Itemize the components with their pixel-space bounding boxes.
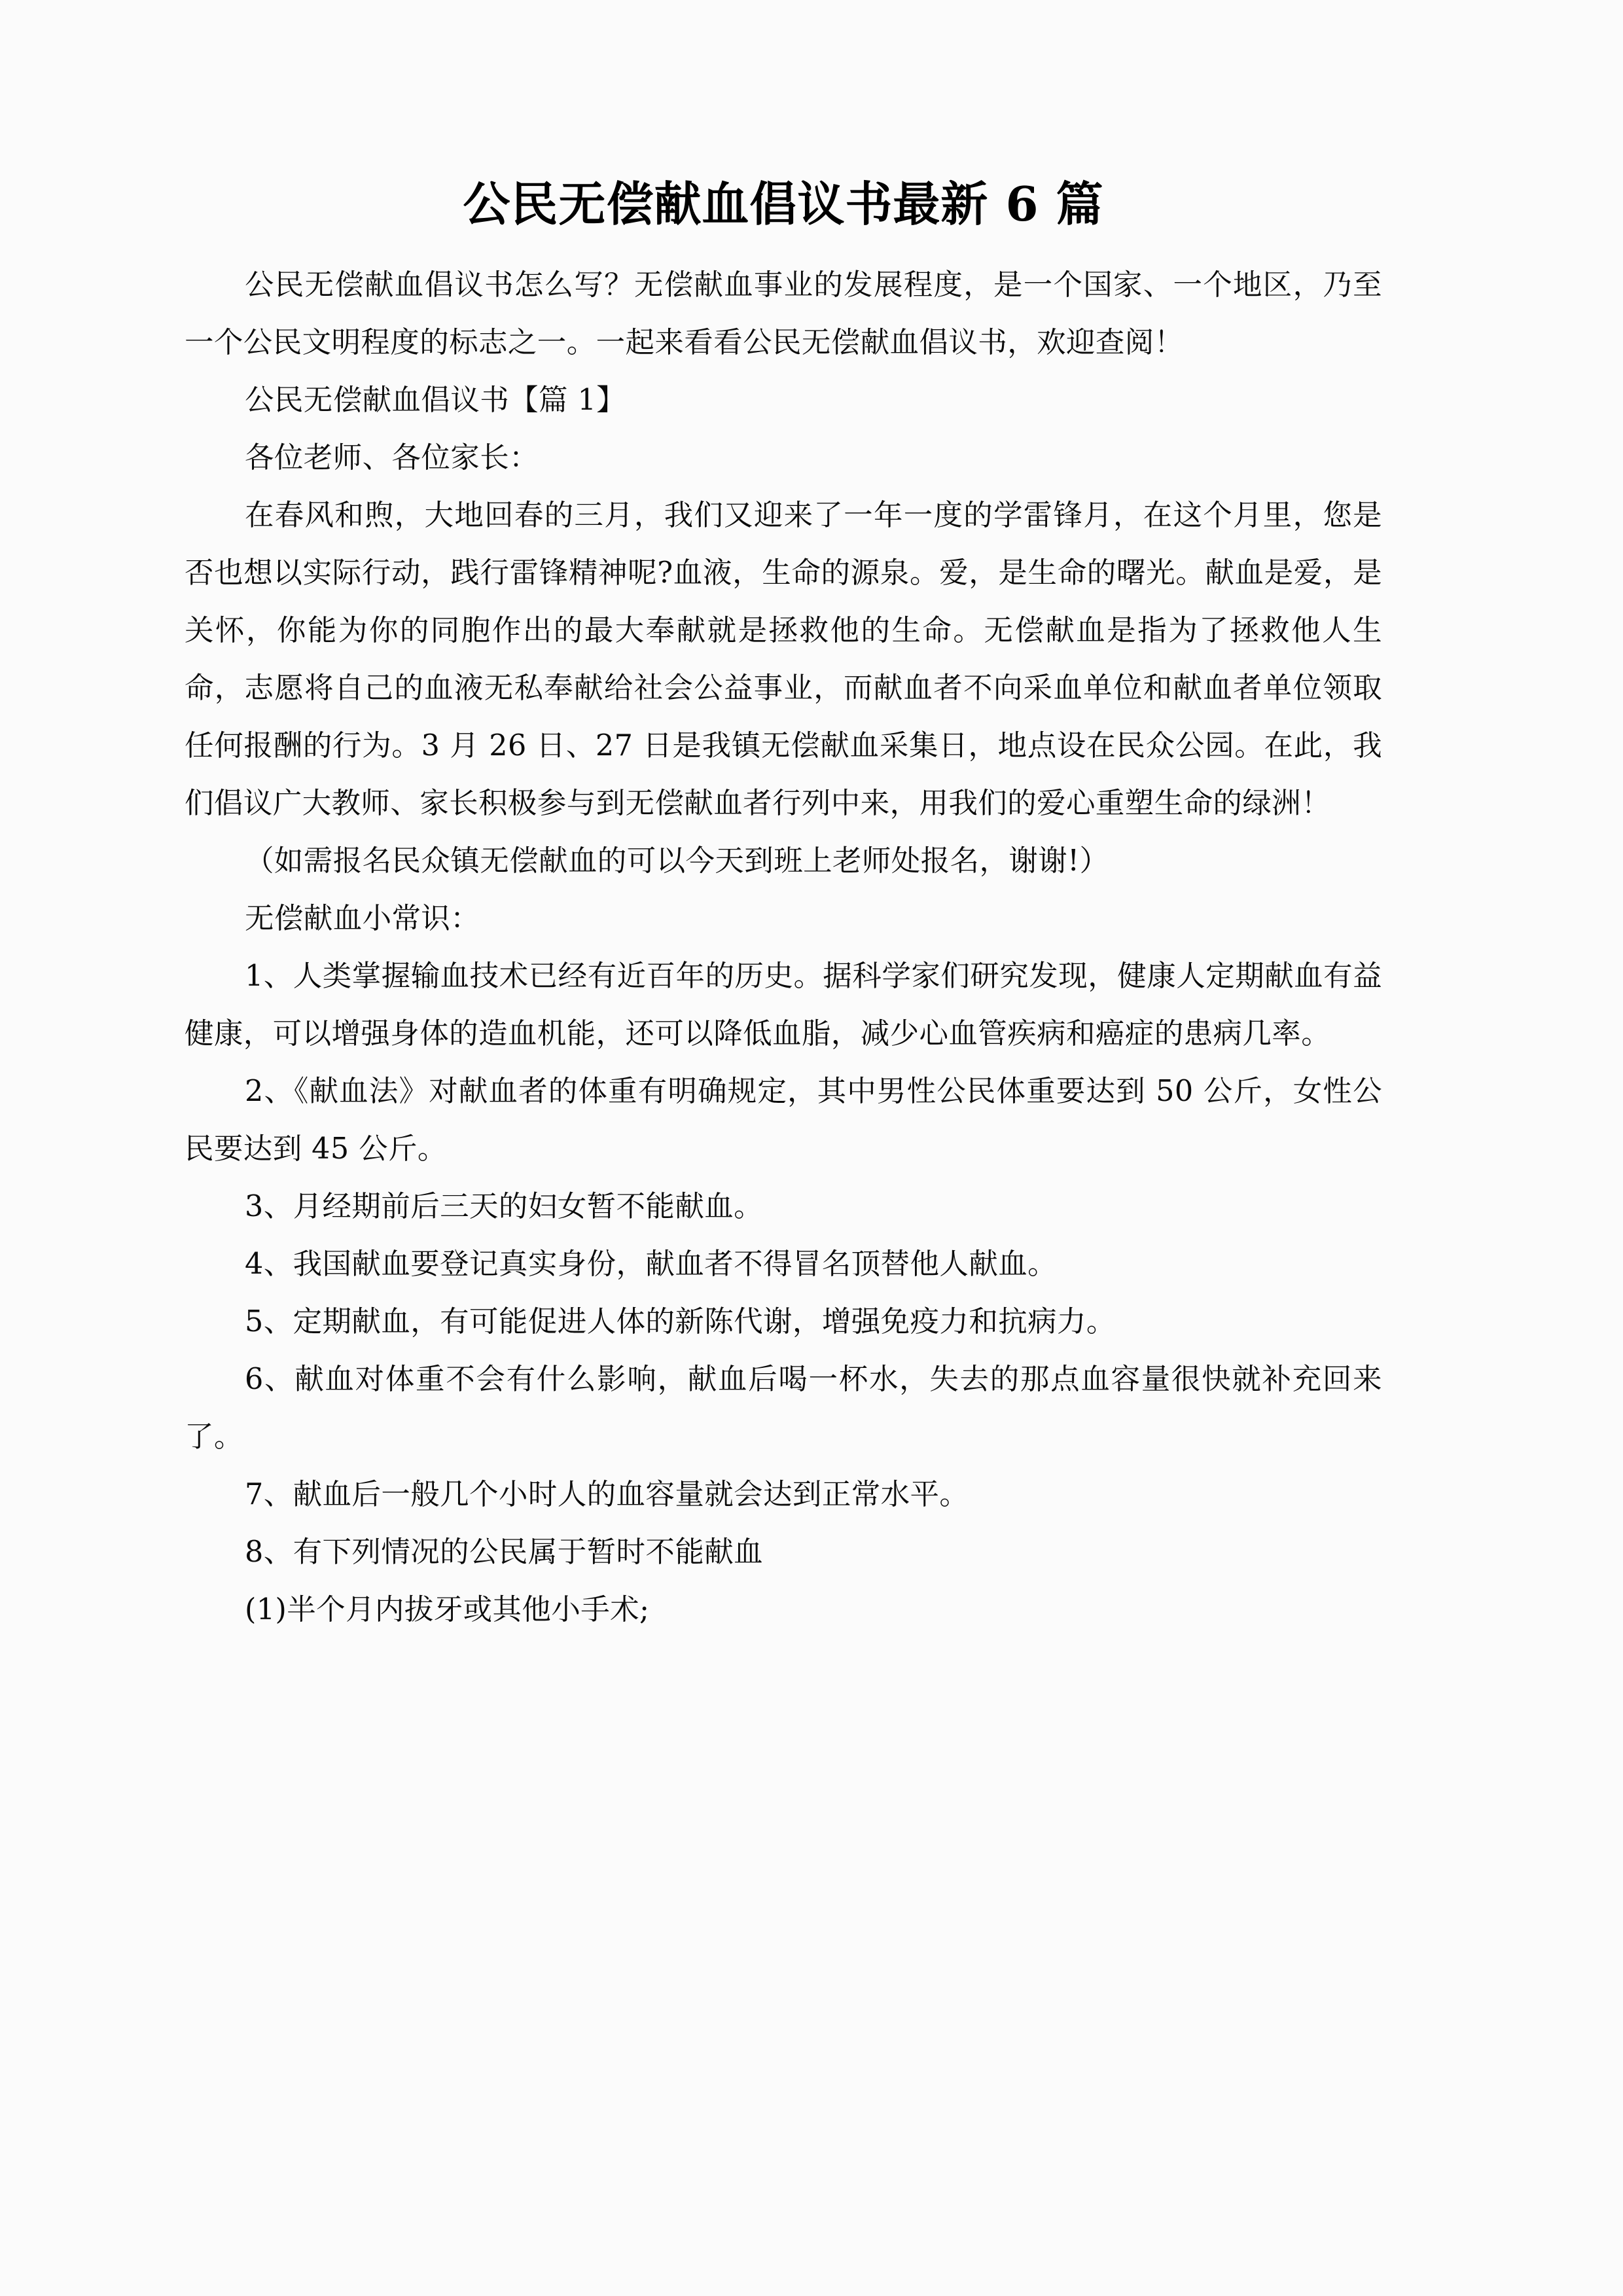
tip-item: 4、我国献血要登记真实身份，献血者不得冒名顶替他人献血。 <box>245 1247 1058 1281</box>
tip-item: 1、人类掌握输血技术已经有近百年的历史。据科学家们研究发现，健康人定期献血有益健康，可以增强身体的造血机能，还可以降低血脂，减少心血管疾病和癌症的患病几率。 <box>185 959 1382 1050</box>
tip-item: 2、《献血法》对献血者的体重有明确规定，其中男性公民体重要达到 50 公斤，女性公民要达到 45 公斤。 <box>185 1074 1382 1166</box>
tips-heading: 无偿献血小常识： <box>245 901 480 935</box>
tip-item: 7、献血后一般几个小时人的血容量就会达到正常水平。 <box>245 1477 969 1511</box>
page-title: 公民无偿献血倡议书最新 6 篇 <box>463 176 1104 232</box>
tip-item: 3、月经期前后三天的妇女暂不能献血。 <box>245 1189 764 1223</box>
salutation: 各位老师、各位家长： <box>245 440 539 475</box>
document-content <box>185 0 1382 1639</box>
tip-item: 8、有下列情况的公民属于暂时不能献血 <box>245 1535 764 1569</box>
registration-note: （如需报名民众镇无偿献血的可以今天到班上老师处报名，谢谢!） <box>245 844 1109 878</box>
sub-item: (1)半个月内拔牙或其他小手术; <box>245 1592 650 1626</box>
section-heading: 公民无偿献血倡议书【篇 1】 <box>245 383 626 417</box>
intro-paragraph: 公民无偿献血倡议书怎么写？无偿献血事业的发展程度，是一个国家、一个地区，乃至一个公民文明程度的标志之一。一起来看看公民无偿献血倡议书，欢迎查阅！ <box>185 268 1382 359</box>
tip-item: 5、定期献血，有可能促进人体的新陈代谢，增强免疫力和抗病力。 <box>245 1304 1116 1338</box>
body-paragraph: 在春风和煦，大地回春的三月，我们又迎来了一年一度的学雷锋月，在这个月里，您是否也想以实际行动，践行雷锋精神呢?血液，生命的源泉。爱，是生命的曙光。献血是爱，是关怀，你能为你的同胞作出的最大奉献就是拯救他的生命。无偿献血是指为了拯救他人生命，志愿将自己的血液无私奉献给社会公益事业，而献血者不向采血单位和献血者单位领取任何报酬的行为。3 月 26 日、27 日是我镇无偿献血采集日，地点设在民众公园。在此，我们倡议广大教师、家长积极参与到无偿献血者行列中来，用我们的爱心重塑生命的绿洲！ <box>185 498 1382 820</box>
tip-item: 6、献血对体重不会有什么影响，献血后喝一杯水，失去的那点血容量很快就补充回来了。 <box>185 1362 1382 1454</box>
